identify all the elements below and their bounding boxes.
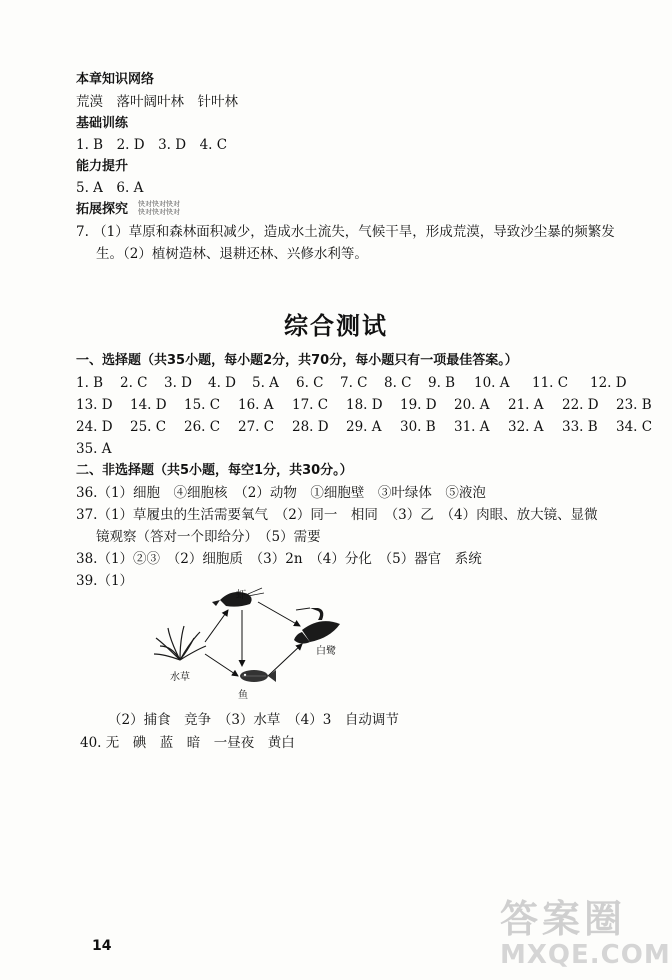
fish-icon bbox=[240, 670, 276, 682]
section1-heading: 一、选择题（共35小题，每小题2分，共70分，每小题只有一项最佳答案。） bbox=[76, 353, 518, 368]
page-number: 14 bbox=[92, 938, 112, 954]
stamp-mark bbox=[138, 200, 180, 216]
arrow-shrimp-to-egret bbox=[258, 602, 300, 626]
answer-32: 32. A bbox=[508, 419, 544, 435]
answer-14: 14. D bbox=[130, 397, 167, 413]
answer-24: 24. D bbox=[76, 419, 113, 435]
basic-training-answers: 1. B 2. D 3. D 4. C bbox=[76, 137, 228, 153]
page-title: 综合测试 bbox=[284, 312, 388, 340]
answer-10: 10. A bbox=[474, 375, 510, 391]
answer-9: 9. B bbox=[428, 375, 456, 391]
q37-line2: 镜观察（答对一个即给分） （5）需要 bbox=[96, 529, 321, 545]
watermark-url: MXQE.COM bbox=[500, 940, 671, 970]
answer-4: 4. D bbox=[208, 375, 236, 391]
basic-training-heading: 基础训练 bbox=[76, 116, 129, 131]
arrow-grass-to-shrimp bbox=[205, 610, 228, 642]
egret-label: 白鹭 bbox=[316, 646, 336, 657]
answer-7: 7. C bbox=[340, 375, 368, 391]
answer-25: 25. C bbox=[130, 419, 167, 435]
stamp-line2: 快对快对快对 bbox=[138, 208, 180, 216]
answer-33: 33. B bbox=[562, 419, 598, 435]
q40-answer: 40. 无 碘 蓝 暗 一昼夜 黄白 bbox=[80, 735, 295, 751]
q36-answer: 36.（1）细胞 ④细胞核 （2）动物 ①细胞壁 ③叶绿体 ⑤液泡 bbox=[76, 485, 486, 501]
answer-12: 12. D bbox=[590, 375, 627, 391]
egret-icon bbox=[294, 608, 340, 644]
fish-label: 鱼 bbox=[238, 690, 248, 701]
answer-30: 30. B bbox=[400, 419, 436, 435]
answer-16: 16. A bbox=[238, 397, 274, 413]
answer-5: 5. A bbox=[252, 375, 279, 391]
arrow-grass-to-fish bbox=[205, 654, 238, 676]
answer-23: 23. B bbox=[616, 397, 652, 413]
section2-heading: 二、非选择题（共5小题，每空1分，共30分。） bbox=[76, 463, 353, 478]
water-grass-label: 水草 bbox=[170, 672, 190, 683]
answer-1: 1. B bbox=[76, 375, 104, 391]
answer-13: 13. D bbox=[76, 397, 113, 413]
answer-18: 18. D bbox=[346, 397, 383, 413]
knowledge-network-heading: 本章知识网络 bbox=[76, 72, 155, 87]
answer-3: 3. D bbox=[164, 375, 192, 391]
answer-17: 17. C bbox=[292, 397, 329, 413]
q39-label: 39.（1） bbox=[76, 573, 134, 589]
q39-line2: （2）捕食 竞争 （3）水草 （4）3 自动调节 bbox=[108, 712, 399, 728]
arrow-fish-to-egret bbox=[268, 644, 302, 676]
q7-line2: 生。（2）植树造林、退耕还林、兴修水利等。 bbox=[96, 246, 368, 262]
answer-21: 21. A bbox=[508, 397, 544, 413]
answer-2: 2. C bbox=[120, 375, 148, 391]
answer-26: 26. C bbox=[184, 419, 221, 435]
q38-answer: 38.（1）②③ （2）细胞质 （3）2n （4）分化 （5）器官 系统 bbox=[76, 551, 482, 567]
shrimp-label: 虾 bbox=[236, 590, 246, 601]
answer-35: 35. A bbox=[76, 441, 112, 457]
answer-27: 27. C bbox=[238, 419, 275, 435]
water-grass-icon bbox=[154, 626, 206, 660]
answer-28: 28. D bbox=[292, 419, 329, 435]
q7-line1: 7. （1）草原和森林面积减少，造成水土流失，气候干旱，形成荒漠，导致沙尘暴的频繁发 bbox=[76, 224, 615, 240]
answer-19: 19. D bbox=[400, 397, 437, 413]
q37-line1: 37.（1）草履虫的生活需要氧气 （2）同一 相同 （3）乙 （4）肉眼、放大镜、显微 bbox=[76, 507, 598, 523]
answer-29: 29. A bbox=[346, 419, 382, 435]
answer-20: 20. A bbox=[454, 397, 490, 413]
answer-31: 31. A bbox=[454, 419, 490, 435]
watermark-logo: 答案圈 bbox=[500, 897, 627, 941]
knowledge-network-text: 荒漠 落叶阔叶林 针叶林 bbox=[76, 94, 238, 110]
stamp-line1: 快对快对快对 bbox=[138, 200, 180, 208]
answer-11: 11. C bbox=[532, 375, 569, 391]
answer-22: 22. D bbox=[562, 397, 599, 413]
ability-answers: 5. A 6. A bbox=[76, 180, 144, 196]
answer-8: 8. C bbox=[384, 375, 412, 391]
ability-heading: 能力提升 bbox=[76, 159, 129, 174]
answer-6: 6. C bbox=[296, 375, 324, 391]
extend-heading: 拓展探究 bbox=[76, 202, 129, 217]
answer-15: 15. C bbox=[184, 397, 221, 413]
answer-34: 34. C bbox=[616, 419, 653, 435]
